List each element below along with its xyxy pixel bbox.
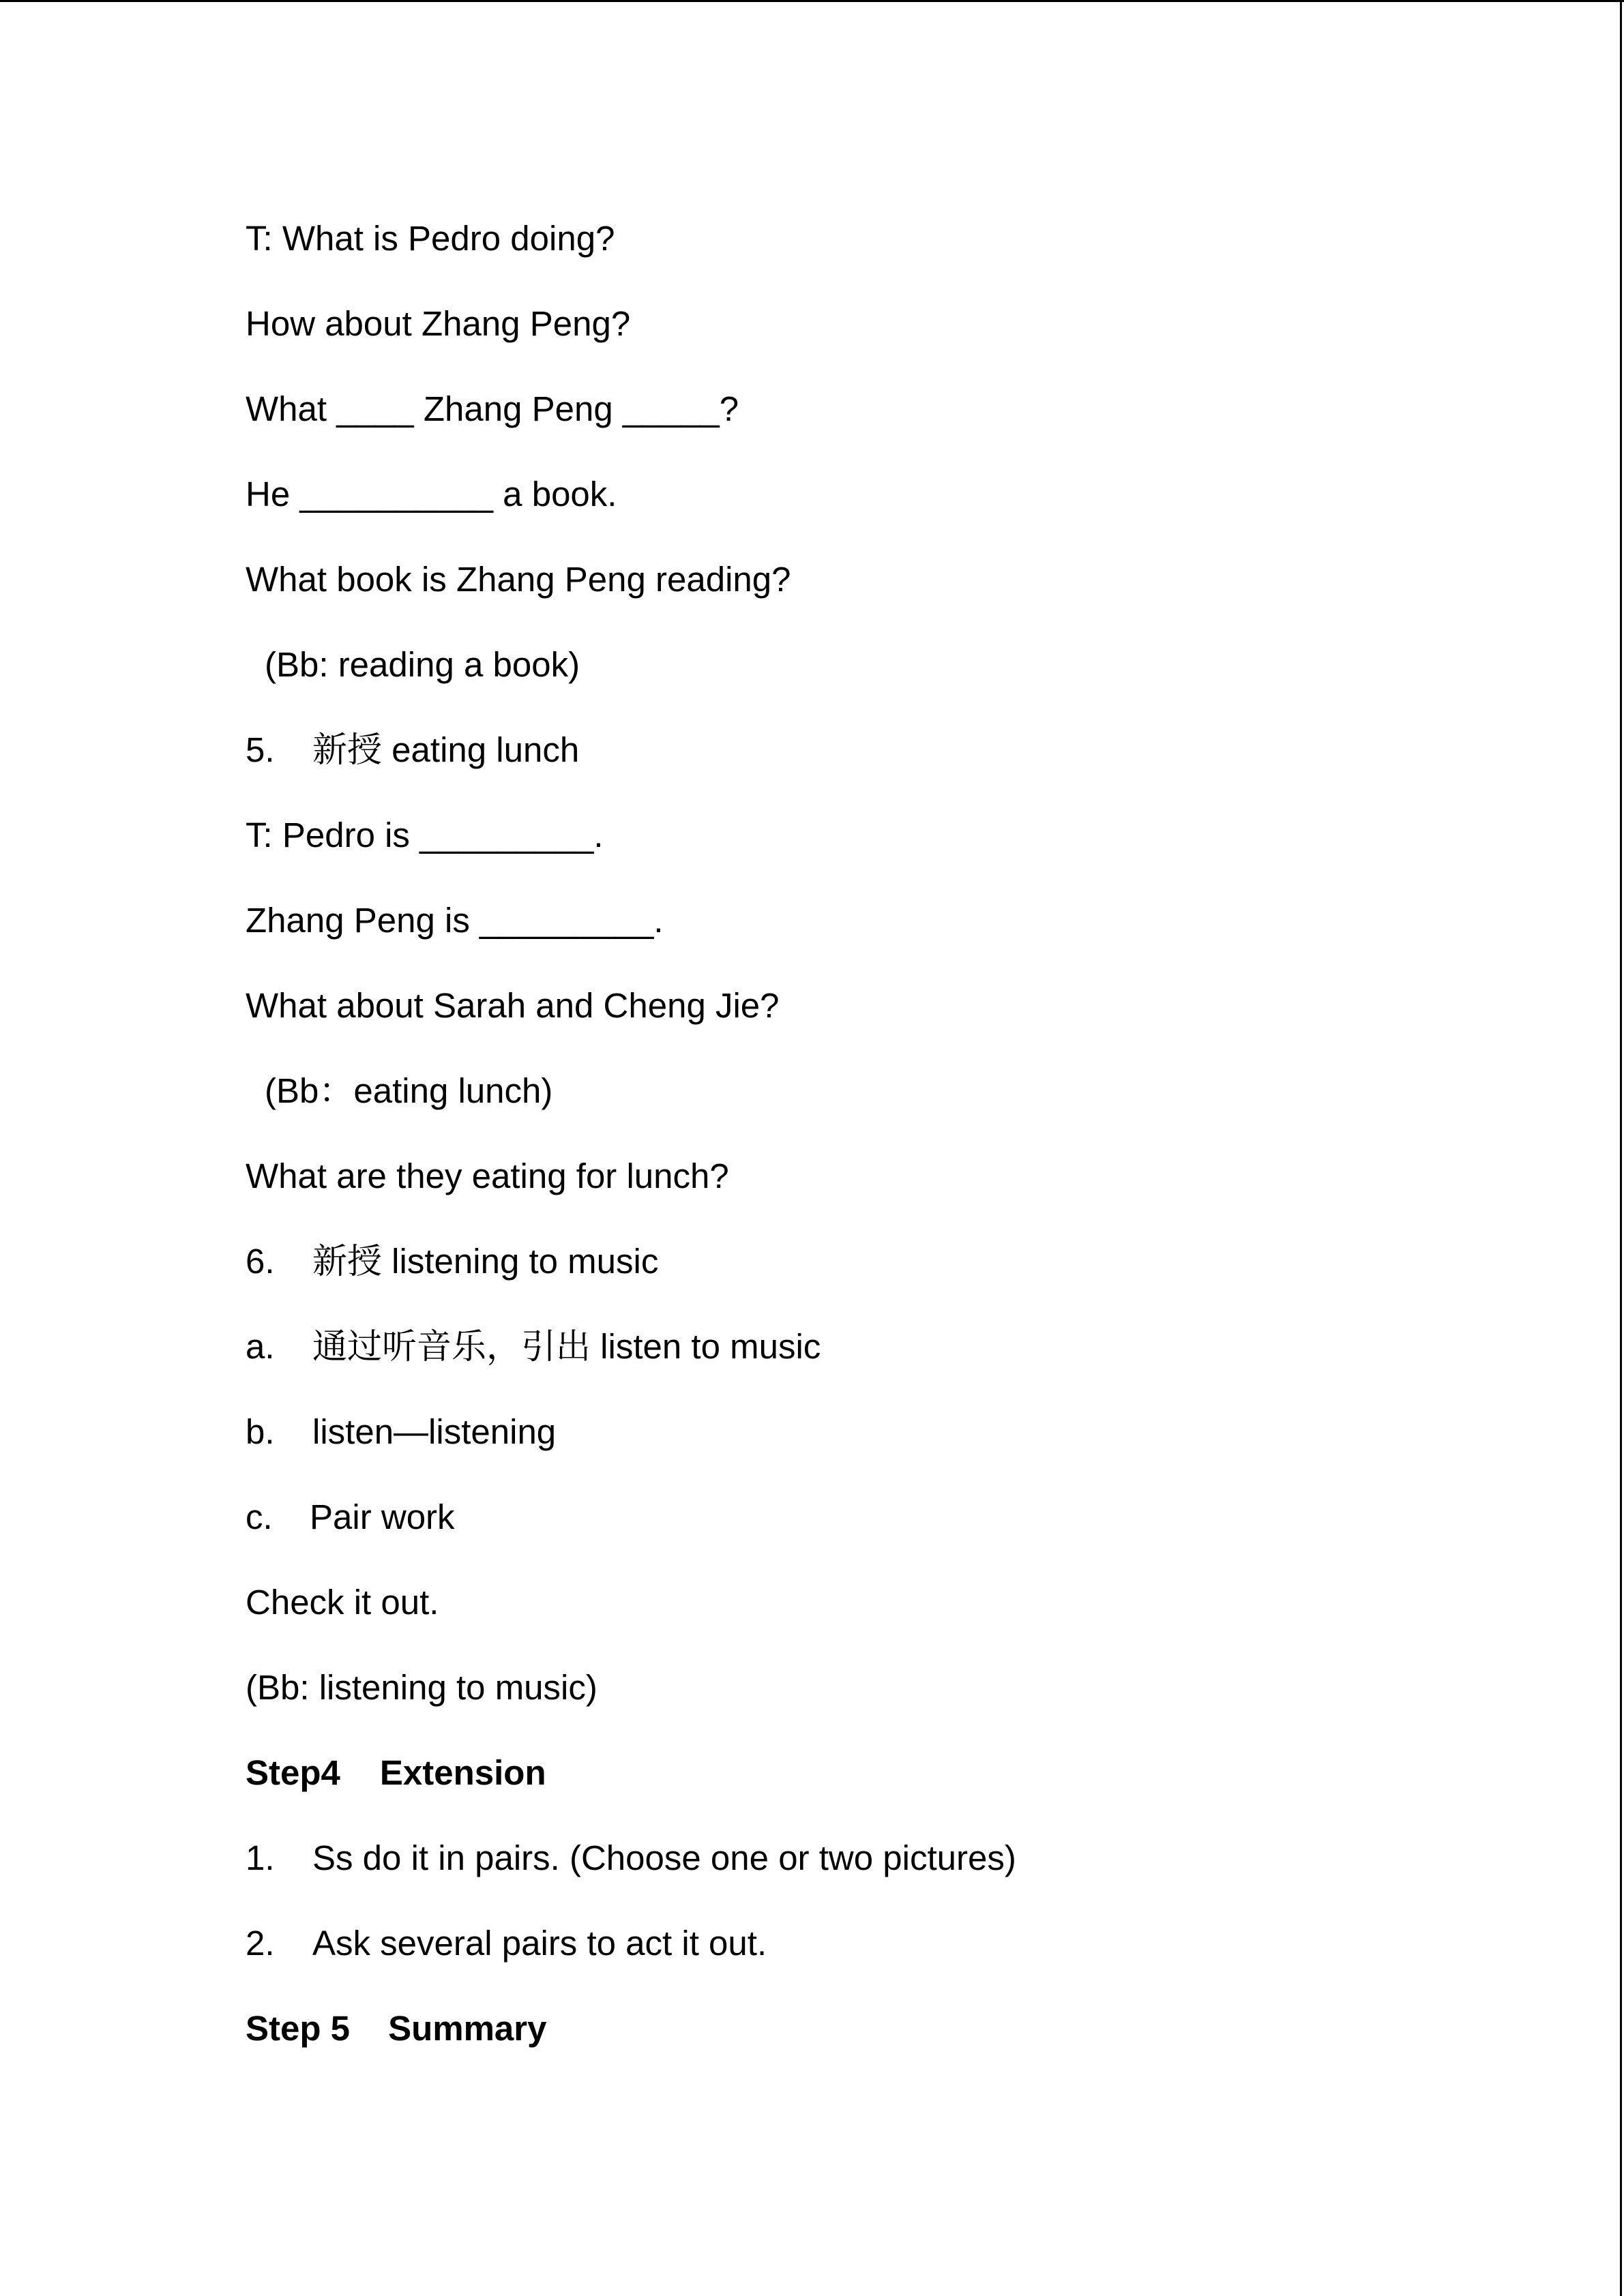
page-border-right: [1620, 0, 1622, 2296]
item-text: Ask several pairs to act it out.: [312, 1924, 767, 1963]
step-title: Extension: [379, 1753, 546, 1792]
item-letter: b.: [246, 1412, 275, 1451]
text-line: Check it out.: [246, 1583, 439, 1622]
item-number: 2.: [246, 1924, 275, 1963]
item-letter: a.: [246, 1327, 275, 1366]
item-number: 6.: [246, 1242, 275, 1281]
step-label: Step 5: [246, 2009, 351, 2048]
blackboard-note: (Bb：eating lunch): [265, 1071, 553, 1110]
item-text: Pair work: [310, 1497, 455, 1536]
blackboard-note: (Bb: listening to music): [246, 1668, 597, 1707]
item-text: listen—listening: [312, 1412, 557, 1451]
blackboard-note: (Bb: reading a book): [265, 645, 580, 684]
fill-in-blank-line: He __________ a book.: [246, 475, 617, 513]
item-text: eating lunch: [382, 730, 580, 769]
numbered-item: [246, 1916, 1541, 2001]
item-letter: c.: [246, 1497, 273, 1536]
numbered-item: [246, 1831, 1541, 1916]
numbered-item: [246, 1234, 1541, 1320]
step-title: Summary: [388, 2009, 547, 2048]
step-label: Step4: [246, 1753, 340, 1792]
step-heading: [246, 1746, 1541, 1831]
page-border-top: [0, 0, 1624, 2]
item-text: Ss do it in pairs. (Choose one or two pictures): [312, 1838, 1016, 1877]
step-heading: [246, 2001, 1541, 2087]
item-number: 5.: [246, 730, 275, 769]
text-line: How about Zhang Peng?: [246, 304, 631, 343]
chinese-label: 新授: [312, 1242, 383, 1282]
document-body: [246, 211, 1541, 2087]
lettered-item: [246, 1320, 1541, 1405]
item-text: listening to music: [382, 1242, 659, 1281]
item-text: listen to music: [591, 1327, 821, 1366]
fill-in-blank-line: Zhang Peng is _________.: [246, 901, 664, 940]
text-line: What are they eating for lunch?: [246, 1157, 729, 1195]
chinese-label: 新授: [312, 730, 383, 771]
fill-in-blank-line: T: Pedro is _________.: [246, 816, 604, 854]
numbered-item: [246, 723, 1541, 808]
fill-in-blank-line: What ____ Zhang Peng _____?: [246, 389, 739, 428]
item-number: 1.: [246, 1838, 275, 1877]
lettered-item: [246, 1490, 1541, 1575]
lettered-item: [246, 1405, 1541, 1490]
text-line: T: What is Pedro doing?: [246, 219, 615, 258]
text-line: What book is Zhang Peng reading?: [246, 560, 791, 599]
chinese-label: 通过听音乐，引出: [312, 1327, 591, 1367]
text-line: What about Sarah and Cheng Jie?: [246, 986, 780, 1025]
